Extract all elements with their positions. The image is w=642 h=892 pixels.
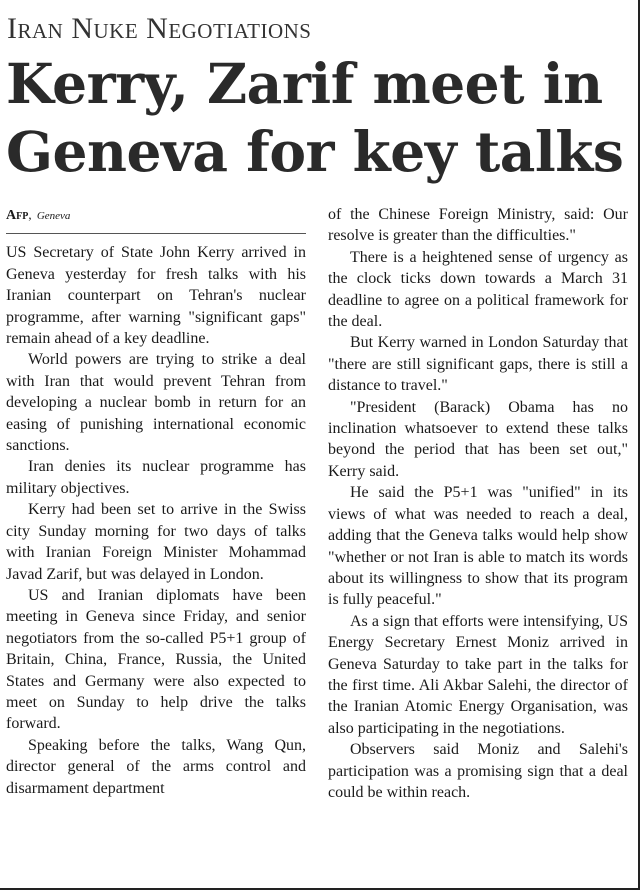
- byline-separator: ,: [28, 207, 32, 222]
- left-column: [6, 204, 306, 799]
- paragraph: US and Iranian diplomats have been meeting in Geneva since Friday, and senior negotiators from the so-called P5+1 group of Britain, China, France, Russia, the United States and Germany were also expected to meet on Sunday to help drive the talks forward.: [6, 586, 306, 733]
- paragraph: "President (Barack) Obama has no inclination whatsoever to extend these talks beyond the period that has been set out," Kerry said.: [328, 398, 628, 480]
- paragraph: World powers are trying to strike a deal with Iran that would prevent Tehran from developing a nuclear bomb in return for an easing of punishing international economic sanctions.: [6, 351, 306, 455]
- paragraph: As a sign that efforts were intensifying, US Energy Secretary Ernest Moniz arrived in Geneva Saturday to take part in the talks for the first time. Ali Akbar Salehi, the director of the Iranian Atomic Energy Organisation, was also participating in the negotiations.: [328, 612, 628, 737]
- byline: [6, 204, 306, 234]
- paragraph: Observers said Moniz and Salehi's participation was a promising sign that a deal could be within reach.: [328, 741, 628, 801]
- paragraph: There is a heightened sense of urgency as the clock ticks down towards a March 31 deadline to agree on a political framework for the deal.: [328, 248, 628, 331]
- paragraph: Kerry had been set to arrive in the Swiss city Sunday morning for two days of talks with Iranian Foreign Minister Mohammad Javad Zarif, but was delayed in London.: [6, 501, 306, 583]
- byline-place: Geneva: [36, 210, 71, 222]
- right-column: [328, 204, 628, 803]
- paragraph: Iran denies its nuclear programme has military objectives.: [6, 458, 306, 497]
- byline-agency: Afp: [6, 208, 29, 223]
- paragraph: of the Chinese Foreign Ministry, said: Our resolve is greater than the difficulties.": [328, 206, 628, 245]
- paragraph: Speaking before the talks, Wang Qun, director general of the arms control and disarmament department: [6, 736, 306, 797]
- paragraph: But Kerry warned in London Saturday that "there are still significant gaps, there is still a distance to travel.": [328, 334, 628, 395]
- headline: Kerry, Zarif meet in Geneva for key talks: [6, 51, 624, 184]
- paragraph: He said the P5+1 was "unified" in its views of what was needed to reach a deal, adding that the Geneva talks would help show "whether or not Iran is able to match its words about its willingness to show that its program is fully peaceful.": [328, 484, 628, 609]
- section-kicker: Iran Nuke Negotiations: [7, 12, 312, 45]
- paragraph: US Secretary of State John Kerry arrived in Geneva yesterday for fresh talks with his Iranian counterpart on Tehran's nuclear programme, after warning "significant gaps" remain ahead of a key deadline.: [6, 244, 306, 348]
